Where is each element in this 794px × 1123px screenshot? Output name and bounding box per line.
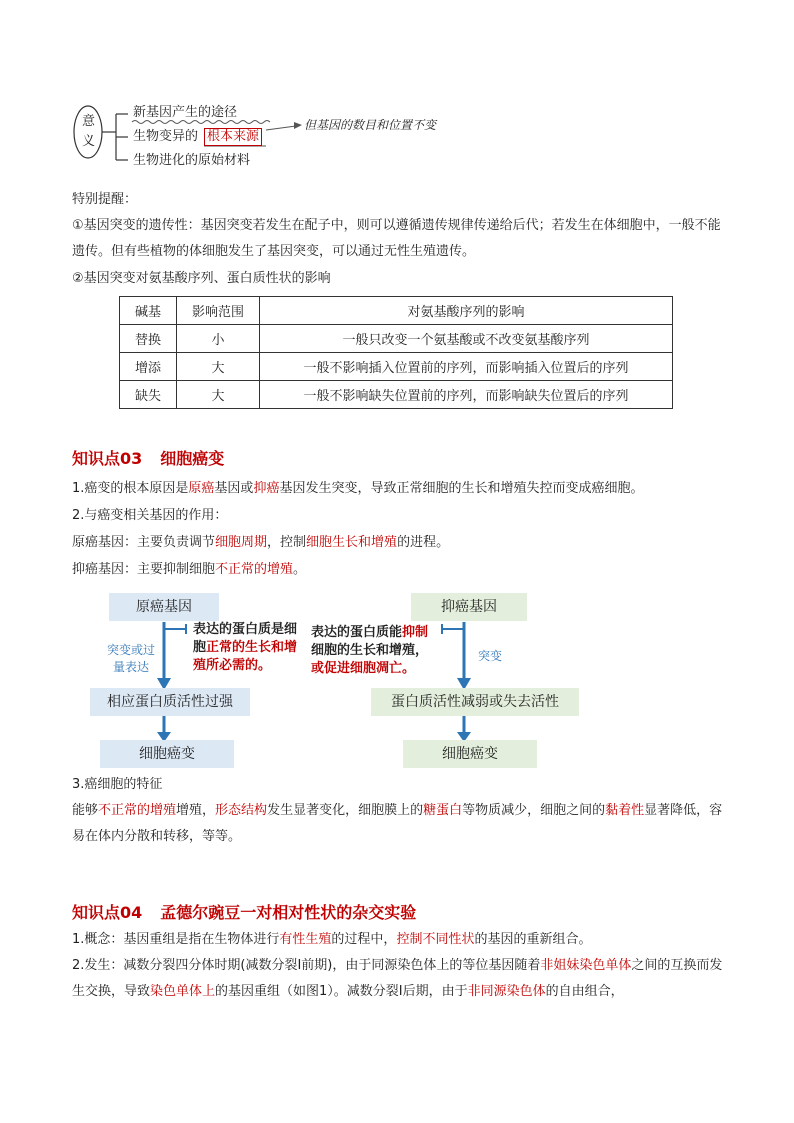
highlight-span: 抑癌 — [253, 481, 280, 496]
reminder-paragraph-2: ②基因突变对氨基酸序列、蛋白质性状的影响 — [72, 271, 331, 286]
k3-line-5: 3.癌细胞的特征 — [72, 777, 163, 792]
text-span: 2.发生：减数分裂四分体时期(减数分裂Ⅰ前期)，由于同源染色体上的等位基因随着 — [72, 958, 541, 973]
text-span: 的基因的重新组合。 — [474, 932, 592, 947]
k4-line-1 — [72, 931, 591, 949]
table-cell: 小 — [177, 325, 260, 353]
text-span: 能够 — [72, 803, 99, 818]
table-cell: 一般不影响插入位置前的序列，而影响插入位置后的序列 — [260, 353, 673, 381]
text-span: 显著降低，容易在体内分散和转移，等等。 — [72, 803, 723, 844]
text-span: 等物质减少，细胞之间的 — [462, 803, 606, 818]
right-arrow-label: 突变 — [478, 649, 503, 663]
left-note — [193, 621, 311, 675]
section-number: 知识点03 — [72, 449, 143, 468]
label-line: 突变或过 — [106, 643, 155, 657]
text-span: 的进程。 — [397, 535, 450, 550]
text-span: 的自由组合， — [545, 984, 624, 999]
text-span: 基因发生突变，导致正常细胞的生长和增殖失控而变成癌细胞。 — [279, 481, 644, 496]
section-heading-04 — [72, 900, 416, 923]
highlight-span: 非同源染色体 — [467, 984, 546, 999]
table-cell: 增添 — [120, 353, 177, 381]
proto-oncogene-box: 原癌基因 — [109, 593, 219, 621]
meaning-item-1: 新基因产生的途径 — [133, 105, 238, 120]
text-span: 之间的互换而发生交换，导致 — [72, 958, 723, 999]
table-header-cell: 碱基 — [120, 297, 177, 325]
table-header-cell: 影响范围 — [177, 297, 260, 325]
table-header-cell: 对氨基酸序列的影响 — [260, 297, 673, 325]
text-span: 。 — [293, 562, 307, 577]
note-span: 胞 — [193, 640, 207, 655]
right-note — [311, 624, 441, 678]
handwritten-note: 但基因的数目和位置不变 — [304, 118, 437, 132]
meaning-highlight: 根本来源 — [204, 128, 262, 146]
k3-line-6 — [72, 798, 726, 850]
highlight-span: 糖蛋白 — [423, 803, 463, 818]
left-mid-box: 相应蛋白质活性过强 — [90, 688, 250, 716]
table-cell: 一般只改变一个氨基酸或不改变氨基酸序列 — [260, 325, 673, 353]
meaning-circle-char-2: 义 — [82, 134, 96, 149]
table-cell: 替换 — [120, 325, 177, 353]
table-cell: 缺失 — [120, 381, 177, 409]
highlight-span: 染色单体上 — [150, 984, 216, 999]
highlight-span: 不正常的增殖 — [98, 803, 177, 818]
k3-line-2: 2.与癌变相关基因的作用： — [72, 508, 228, 523]
tumor-suppressor-box: 抑癌基因 — [411, 593, 527, 621]
label-line: 量表达 — [112, 660, 149, 674]
text-span: 的过程中， — [331, 932, 397, 947]
highlight-span: 原癌 — [188, 481, 215, 496]
highlight-span: 控制不同性状 — [396, 932, 475, 947]
highlight-span: 黏着性 — [605, 803, 645, 818]
meaning-item-2: 生物变异的 — [133, 129, 199, 144]
note-highlight: 殖所必需的。 — [193, 658, 272, 673]
section-number: 知识点04 — [72, 903, 143, 922]
text-span: 抑癌基因：主要抑制细胞 — [72, 562, 216, 577]
note-line: 细胞的生长和增殖， — [311, 643, 429, 658]
highlight-span: 细胞生长和增殖 — [306, 535, 398, 550]
left-end-box: 细胞癌变 — [100, 740, 234, 768]
highlight-span: 细胞周期 — [215, 535, 268, 550]
text-span: 1.概念：基因重组是指在生物体进行 — [72, 932, 280, 947]
k4-line-2 — [72, 953, 726, 1005]
highlight-span: 有性生殖 — [279, 932, 332, 947]
highlight-span: 形态结构 — [215, 803, 268, 818]
text-span: 增殖， — [176, 803, 216, 818]
section-title: 细胞癌变 — [160, 449, 225, 468]
highlight-span: 不正常的增殖 — [215, 562, 294, 577]
note-highlight: 或促进细胞凋亡。 — [311, 661, 416, 676]
note-span: 表达的蛋白质能 — [311, 625, 403, 640]
meaning-circle-char-1: 意 — [82, 114, 96, 129]
note-highlight: 正常的生长和增 — [206, 640, 298, 655]
text-span: 发生显著变化，细胞膜上的 — [267, 803, 424, 818]
left-arrow-label — [102, 642, 160, 676]
meaning-item-3: 生物进化的原始材料 — [133, 153, 251, 168]
text-span: 1.癌变的根本原因是 — [72, 481, 189, 496]
reminder-paragraph-1: ①基因突变的遗传性：基因突变若发生在配子中，则可以遵循遗传规律传递给后代；若发生在体细胞中，一般不能遗传。但有些植物的体细胞发生了基因突变，可以通过无性生殖遗传。 — [72, 218, 721, 259]
table-cell: 一般不影响缺失位置前的序列，而影响缺失位置后的序列 — [260, 381, 673, 409]
right-end-box: 细胞癌变 — [403, 740, 537, 768]
table-cell: 大 — [177, 381, 260, 409]
text-span: 原癌基因：主要负责调节 — [72, 535, 216, 550]
section-title: 孟德尔豌豆一对相对性状的杂交实验 — [160, 903, 417, 922]
highlight-span: 非姐妹染色单体 — [540, 958, 632, 973]
note-line: 表达的蛋白质是细 — [193, 622, 298, 637]
text-span: 基因或 — [214, 481, 254, 496]
reminder-title: 特别提醒： — [72, 192, 138, 207]
table-cell: 大 — [177, 353, 260, 381]
right-mid-box: 蛋白质活性减弱或失去活性 — [371, 688, 579, 716]
text-span: ，控制 — [267, 535, 307, 550]
text-span: 的基因重组（如图1）。减数分裂Ⅰ后期，由于 — [215, 984, 468, 999]
note-highlight: 抑制 — [402, 625, 429, 640]
